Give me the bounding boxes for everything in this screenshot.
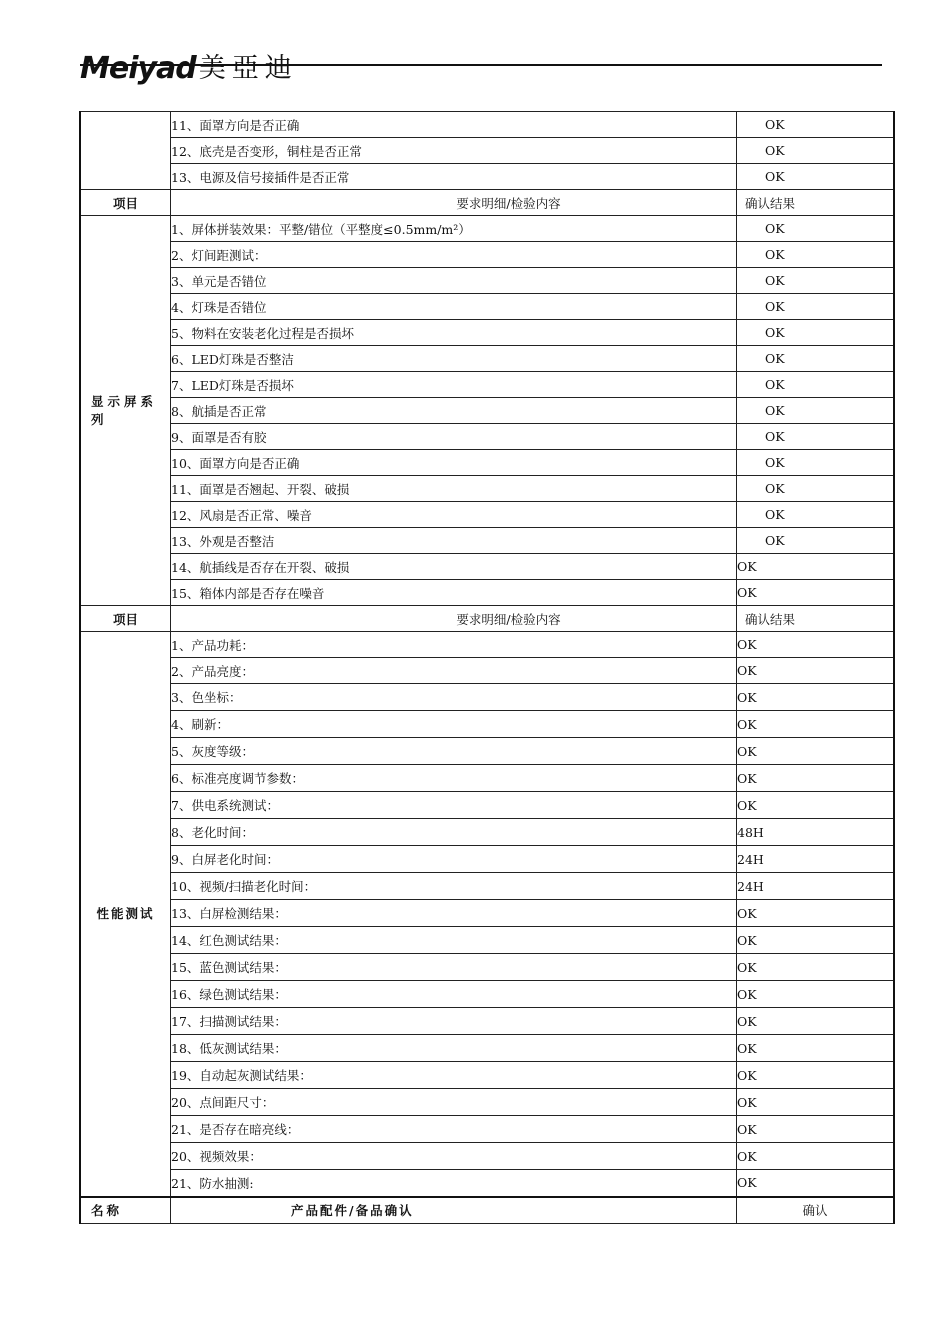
inspection-result: OK bbox=[737, 138, 895, 164]
heading-detail: 要求明细/检验内容 bbox=[171, 190, 737, 216]
table-row bbox=[80, 268, 894, 294]
inspection-item: 12、风扇是否正常、噪音 bbox=[171, 502, 737, 528]
table-row bbox=[80, 1143, 894, 1170]
inspection-item: 19、自动起灰测试结果： bbox=[171, 1062, 737, 1089]
inspection-item: 6、LED灯珠是否整洁 bbox=[171, 346, 737, 372]
category-performance-test: 性能测试 bbox=[80, 632, 171, 1197]
inspection-result: OK bbox=[737, 372, 895, 398]
table-row bbox=[80, 1170, 894, 1197]
inspection-item: 3、单元是否错位 bbox=[171, 268, 737, 294]
inspection-result: OK bbox=[737, 738, 895, 765]
inspection-item: 16、绿色测试结果： bbox=[171, 981, 737, 1008]
inspection-result: OK bbox=[737, 1089, 895, 1116]
inspection-result: OK bbox=[737, 502, 895, 528]
table-row bbox=[80, 954, 894, 981]
inspection-item: 13、电源及信号接插件是否正常 bbox=[171, 164, 737, 190]
inspection-item: 15、箱体内部是否存在噪音 bbox=[171, 580, 737, 606]
table-row bbox=[80, 554, 894, 580]
inspection-result: OK bbox=[737, 792, 895, 819]
header-divider bbox=[80, 64, 882, 66]
inspection-item: 13、白屏检测结果： bbox=[171, 900, 737, 927]
inspection-result: OK bbox=[737, 632, 895, 658]
table-row bbox=[80, 819, 894, 846]
table-row bbox=[80, 216, 894, 242]
inspection-item: 10、视频/扫描老化时间： bbox=[171, 873, 737, 900]
heading-project: 项目 bbox=[80, 606, 171, 632]
table-row bbox=[80, 1062, 894, 1089]
page-header bbox=[80, 38, 882, 88]
inspection-result: OK bbox=[737, 1062, 895, 1089]
table-row bbox=[80, 927, 894, 954]
inspection-result: OK bbox=[737, 1035, 895, 1062]
table-row bbox=[80, 738, 894, 765]
table-row bbox=[80, 1008, 894, 1035]
inspection-item: 12、底壳是否变形，铜柱是否正常 bbox=[171, 138, 737, 164]
inspection-item: 1、屏体拼装效果：平整/错位（平整度≤0.5mm/m²） bbox=[171, 216, 737, 242]
table-row bbox=[80, 981, 894, 1008]
inspection-result: OK bbox=[737, 658, 895, 684]
table-row bbox=[80, 711, 894, 738]
inspection-item: 14、红色测试结果： bbox=[171, 927, 737, 954]
category-cell-empty bbox=[80, 112, 171, 190]
table-row bbox=[80, 900, 894, 927]
inspection-item: 5、物料在安装老化过程是否损坏 bbox=[171, 320, 737, 346]
inspection-result: OK bbox=[737, 346, 895, 372]
inspection-result: OK bbox=[737, 424, 895, 450]
inspection-item: 11、面罩方向是否正确 bbox=[171, 112, 737, 138]
heading-name: 名称 bbox=[80, 1197, 171, 1224]
inspection-result: OK bbox=[737, 398, 895, 424]
table-row bbox=[80, 450, 894, 476]
inspection-result: OK bbox=[737, 112, 895, 138]
inspection-result: OK bbox=[737, 1143, 895, 1170]
table-row bbox=[80, 1116, 894, 1143]
inspection-result: OK bbox=[737, 927, 895, 954]
inspection-result: OK bbox=[737, 242, 895, 268]
inspection-item: 5、灰度等级： bbox=[171, 738, 737, 765]
inspection-item: 9、面罩是否有胶 bbox=[171, 424, 737, 450]
section-heading-row bbox=[80, 190, 894, 216]
logo-latin-text: Meiyad bbox=[80, 51, 196, 86]
inspection-result: OK bbox=[737, 1170, 895, 1197]
table-row bbox=[80, 658, 894, 684]
inspection-item: 17、扫描测试结果： bbox=[171, 1008, 737, 1035]
inspection-item: 6、标准亮度调节参数： bbox=[171, 765, 737, 792]
table-row bbox=[80, 502, 894, 528]
inspection-table-body bbox=[80, 112, 894, 1224]
inspection-item: 8、老化时间： bbox=[171, 819, 737, 846]
table-row bbox=[80, 320, 894, 346]
inspection-item: 2、产品亮度： bbox=[171, 658, 737, 684]
inspection-item: 10、面罩方向是否正确 bbox=[171, 450, 737, 476]
table-row bbox=[80, 398, 894, 424]
table-row bbox=[80, 1035, 894, 1062]
inspection-item: 7、供电系统测试： bbox=[171, 792, 737, 819]
inspection-item: 20、点间距尺寸： bbox=[171, 1089, 737, 1116]
inspection-result: OK bbox=[737, 1008, 895, 1035]
inspection-item: 14、航插线是否存在开裂、破损 bbox=[171, 554, 737, 580]
inspection-item: 11、面罩是否翘起、开裂、破损 bbox=[171, 476, 737, 502]
table-row bbox=[80, 580, 894, 606]
table-row bbox=[80, 1089, 894, 1116]
inspection-item: 13、外观是否整洁 bbox=[171, 528, 737, 554]
table-row bbox=[80, 528, 894, 554]
heading-confirm: 确认 bbox=[737, 1197, 895, 1224]
inspection-item: 3、色坐标： bbox=[171, 684, 737, 711]
inspection-result: OK bbox=[737, 268, 895, 294]
accessories-heading-row bbox=[80, 1197, 894, 1224]
logo-chinese-text: 美亞迪 bbox=[198, 53, 298, 84]
inspection-result: OK bbox=[737, 1116, 895, 1143]
table-row bbox=[80, 138, 894, 164]
inspection-item: 2、灯间距测试： bbox=[171, 242, 737, 268]
inspection-result: OK bbox=[737, 954, 895, 981]
inspection-item: 15、蓝色测试结果： bbox=[171, 954, 737, 981]
inspection-item: 21、是否存在暗亮线： bbox=[171, 1116, 737, 1143]
inspection-item: 18、低灰测试结果： bbox=[171, 1035, 737, 1062]
inspection-result: OK bbox=[737, 528, 895, 554]
table-row bbox=[80, 684, 894, 711]
inspection-item: 4、灯珠是否错位 bbox=[171, 294, 737, 320]
inspection-item: 21、防水抽测: bbox=[171, 1170, 737, 1197]
table-row bbox=[80, 424, 894, 450]
inspection-result: OK bbox=[737, 900, 895, 927]
inspection-table bbox=[79, 111, 895, 1224]
inspection-result: OK bbox=[737, 164, 895, 190]
inspection-result: OK bbox=[737, 450, 895, 476]
inspection-item: 8、航插是否正常 bbox=[171, 398, 737, 424]
inspection-result: OK bbox=[737, 765, 895, 792]
table-row bbox=[80, 346, 894, 372]
table-row bbox=[80, 164, 894, 190]
inspection-result: OK bbox=[737, 580, 895, 606]
table-row bbox=[80, 792, 894, 819]
table-row bbox=[80, 242, 894, 268]
table-row bbox=[80, 873, 894, 900]
table-row bbox=[80, 112, 894, 138]
inspection-item: 20、视频效果： bbox=[171, 1143, 737, 1170]
inspection-result: OK bbox=[737, 294, 895, 320]
table-row bbox=[80, 476, 894, 502]
inspection-result: OK bbox=[737, 476, 895, 502]
heading-project: 项目 bbox=[80, 190, 171, 216]
company-logo bbox=[80, 38, 298, 84]
heading-result: 确认结果 bbox=[737, 606, 895, 632]
table-row bbox=[80, 765, 894, 792]
inspection-result: OK bbox=[737, 216, 895, 242]
inspection-item: 4、刷新： bbox=[171, 711, 737, 738]
category-display-series: 显示屏系列 bbox=[80, 216, 171, 606]
table-row bbox=[80, 632, 894, 658]
heading-accessories: 产品配件/备品确认 bbox=[171, 1197, 737, 1224]
inspection-item: 9、白屏老化时间： bbox=[171, 846, 737, 873]
heading-detail: 要求明细/检验内容 bbox=[171, 606, 737, 632]
inspection-result: OK bbox=[737, 711, 895, 738]
inspection-result: 48H bbox=[737, 819, 895, 846]
section-heading-row bbox=[80, 606, 894, 632]
inspection-result: OK bbox=[737, 981, 895, 1008]
inspection-result: 24H bbox=[737, 873, 895, 900]
inspection-result: OK bbox=[737, 320, 895, 346]
inspection-item: 7、LED灯珠是否损坏 bbox=[171, 372, 737, 398]
heading-result: 确认结果 bbox=[737, 190, 895, 216]
inspection-result: OK bbox=[737, 684, 895, 711]
table-row bbox=[80, 846, 894, 873]
table-row bbox=[80, 294, 894, 320]
inspection-result: OK bbox=[737, 554, 895, 580]
inspection-result: 24H bbox=[737, 846, 895, 873]
table-row bbox=[80, 372, 894, 398]
inspection-item: 1、产品功耗： bbox=[171, 632, 737, 658]
